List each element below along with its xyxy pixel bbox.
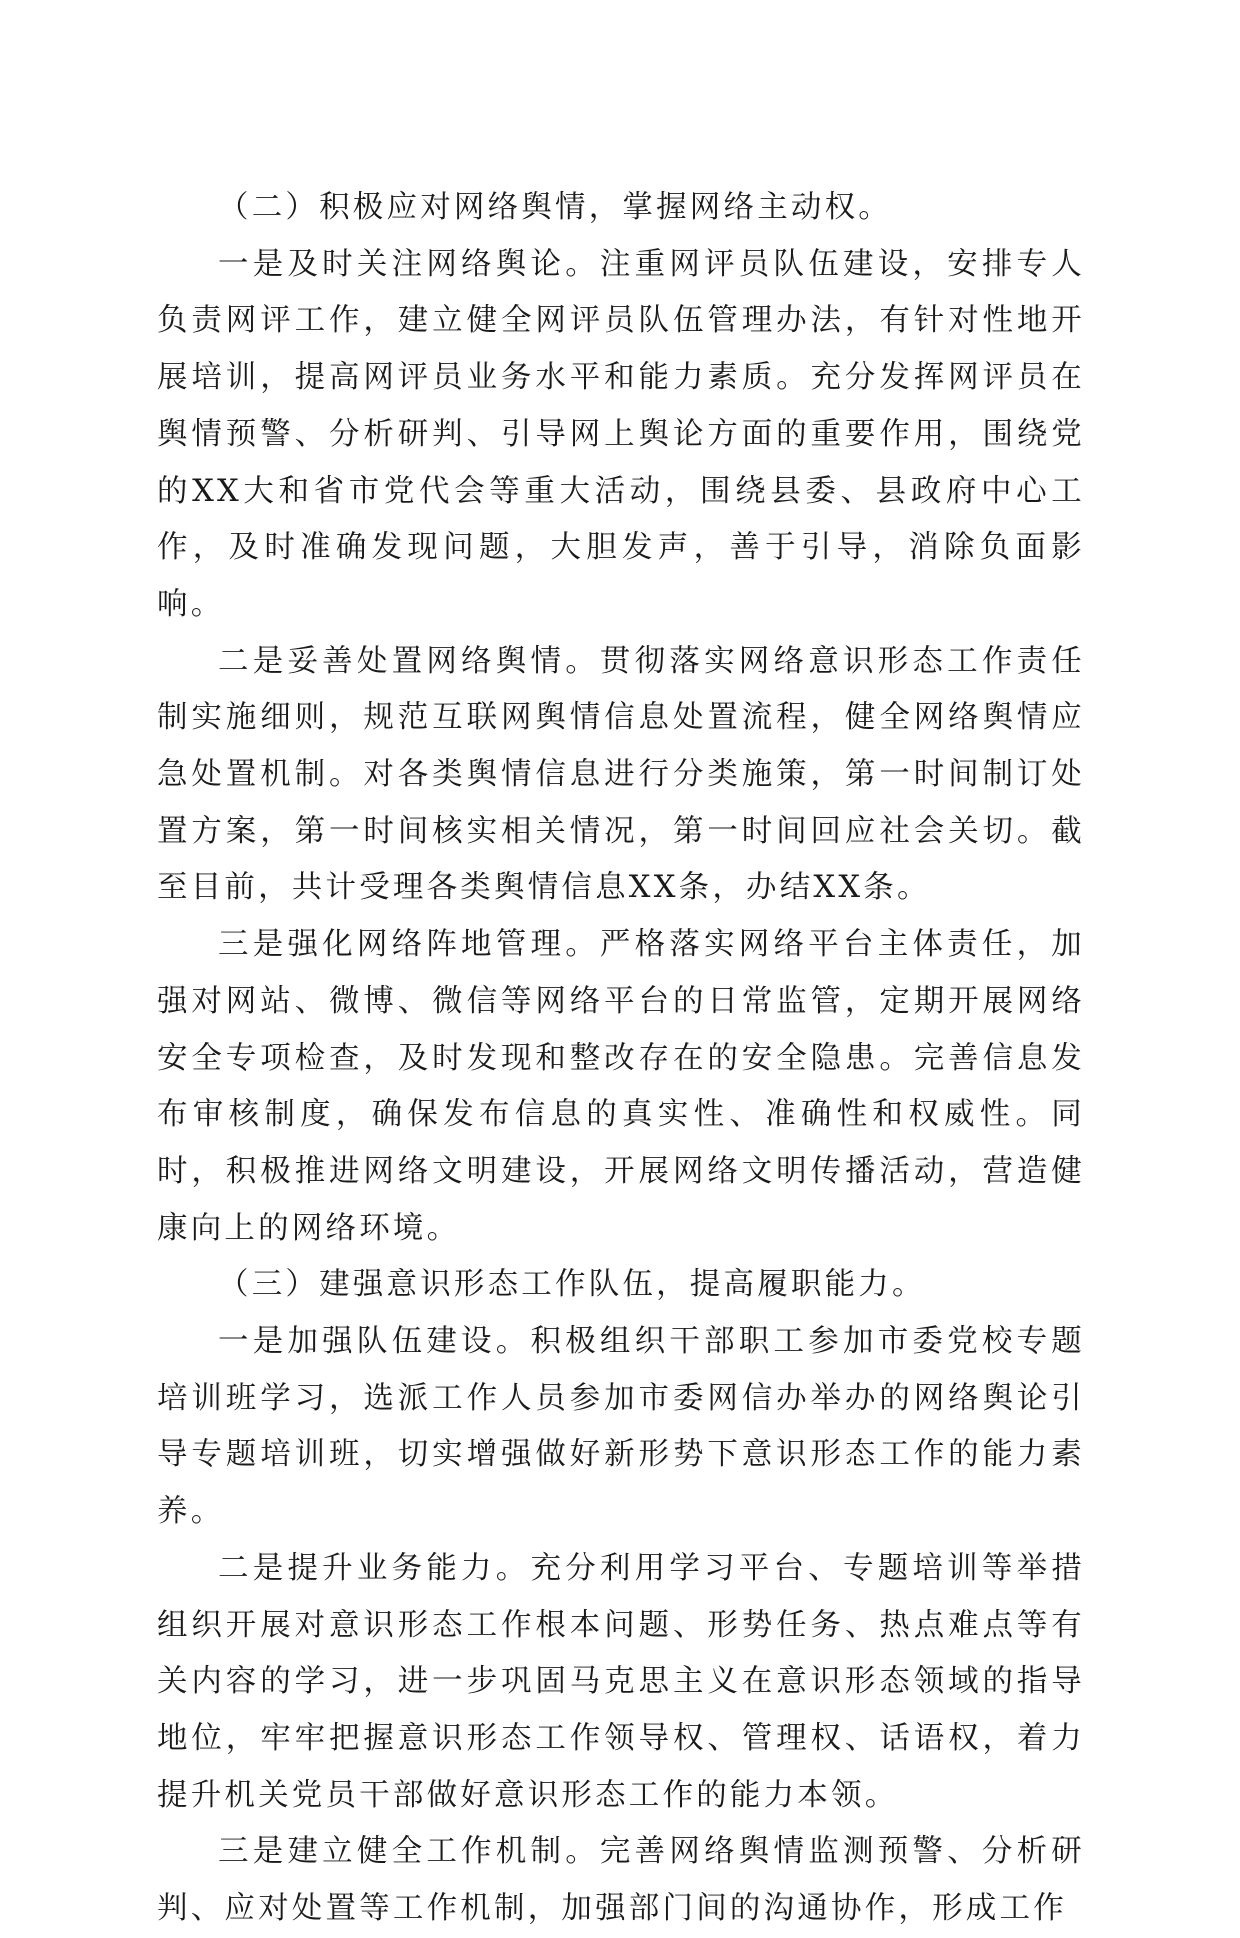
paragraph-monitor-opinion: 一是及时关注网络舆论。注重网评员队伍建设，安排专人负责网评工作，建立健全网评员队伍管理办法，有针对性地开展培训，提高网评员业务水平和能力素质。充分发挥网评员在舆情预警、分析研判、引导网上舆论方面的重要作用，围绕党的XX大和省市党代会等重大活动，围绕县委、县政府中心工作，及时准确发现问题，大胆发声，善于引导，消除负面影响。 — [157, 246, 1085, 622]
section-heading-3: （三）建强意识形态工作队伍，提高履职能力。 — [218, 1267, 926, 1303]
paragraph-work-mechanism: 三是建立健全工作机制。完善网络舆情监测预警、分析研判、应对处置等工作机制，加强部门间的沟通协作，形成工作 — [157, 1834, 1085, 1927]
section-heading-2: （二）积极应对网络舆情，掌握网络主动权。 — [218, 190, 892, 225]
paragraph-handle-opinion: 二是妥善处置网络舆情。贯彻落实网络意识形态工作责任制实施细则，规范互联网舆情信息处置流程，健全网络舆情应急处置机制。对各类舆情信息进行分类施策，第一时间制订处置方案，第一时间核实相关情况，第一时间回应社会关切。截至目前，共计受理各类舆情信息XX条，办结XX条。 — [157, 643, 1085, 906]
paragraph-business-ability: 二是提升业务能力。充分利用学习平台、专题培训等举措组织开展对意识形态工作根本问题、形势任务、热点难点等有关内容的学习，进一步巩固马克思主义在意识形态领域的指导地位，牢牢把握意识形态工作领导权、管理权、话语权，着力提升机关党员干部做好意识形态工作的能力本领。 — [157, 1550, 1085, 1813]
paragraph-team-building: 一是加强队伍建设。积极组织干部职工参加市委党校专题培训班学习，选派工作人员参加市委网信办举办的网络舆论引导专题培训班，切实增强做好新形势下意识形态工作的能力素养。 — [157, 1324, 1085, 1530]
document-body — [157, 180, 1085, 1938]
paragraph-network-management: 三是强化网络阵地管理。严格落实网络平台主体责任，加强对网站、微博、微信等网络平台的日常监管，定期开展网络安全专项检查，及时发现和整改存在的安全隐患。完善信息发布审核制度，确保发布信息的真实性、准确性和权威性。同时，积极推进网络文明建设，开展网络文明传播活动，营造健康向上的网络环境。 — [157, 927, 1085, 1246]
